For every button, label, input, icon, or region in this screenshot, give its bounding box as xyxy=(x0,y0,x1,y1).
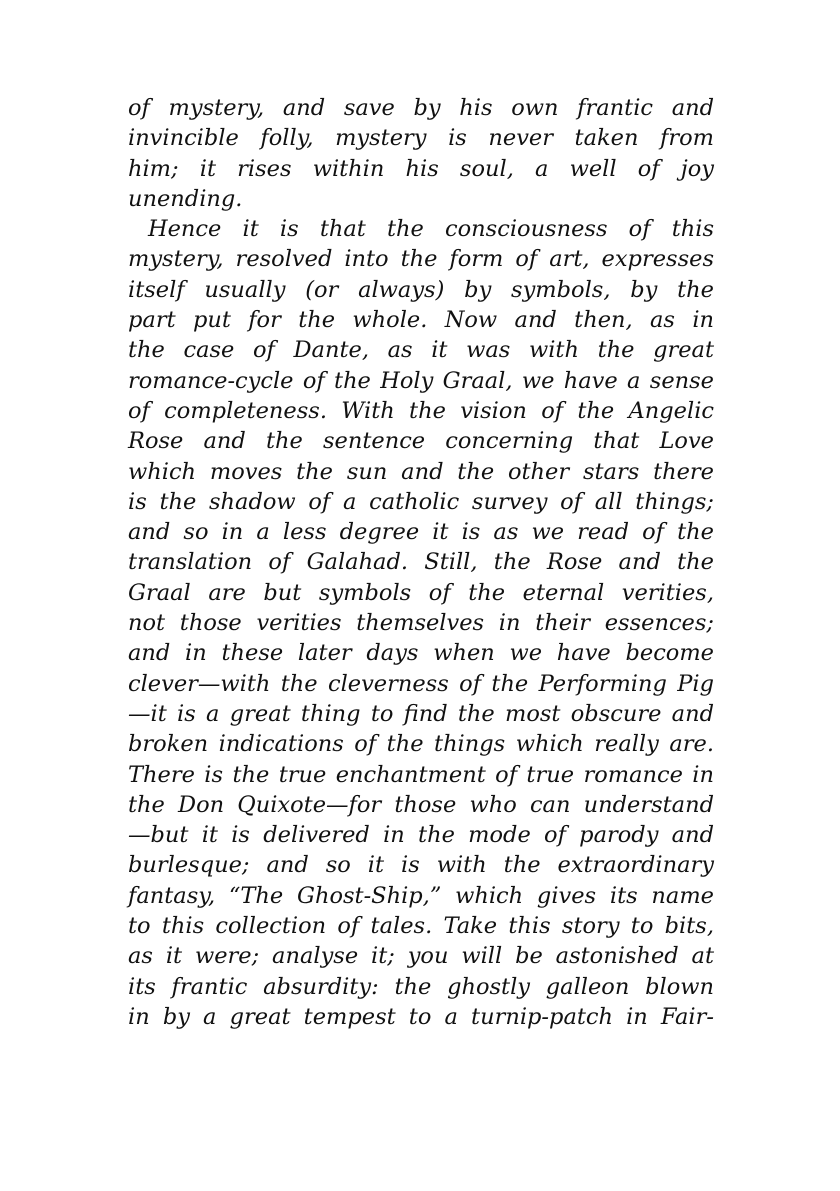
text-line: as it were; analyse it; you will be astonished at xyxy=(128,943,714,970)
text-line: invincible folly, mystery is never taken from xyxy=(128,125,714,152)
text-line: There is the true enchantment of true romance in xyxy=(128,761,714,788)
text-line: romance-cycle of the Holy Graal, we have a sense xyxy=(128,367,714,394)
text-line: not those verities themselves in their essences; xyxy=(128,610,714,637)
text-line: unending. xyxy=(128,185,243,212)
text-line: him; it rises within his soul, a well of joy xyxy=(128,155,714,182)
text-line: part put for the whole. Now and then, as in xyxy=(128,307,714,334)
text-line: mystery, resolved into the form of art, expresses xyxy=(128,246,714,273)
text-line: fantasy, “The Ghost-Ship,” which gives its name xyxy=(128,882,714,909)
paragraph-first-line: Hence it is that the consciousness of this xyxy=(148,216,714,243)
text-line: translation of Galahad. Still, the Rose and the xyxy=(128,549,714,576)
page-text xyxy=(128,93,714,1032)
text-line: broken indications of the things which really are. xyxy=(128,731,714,758)
text-line: —it is a great thing to find the most obscure and xyxy=(128,700,714,727)
text-line: Graal are but symbols of the eternal verities, xyxy=(128,579,714,606)
text-line: to this collection of tales. Take this story to bits, xyxy=(128,913,714,940)
text-line: is the shadow of a catholic survey of all things; xyxy=(128,488,714,515)
text-line: the case of Dante, as it was with the great xyxy=(128,337,714,364)
text-line: clever—with the cleverness of the Performing Pig xyxy=(128,670,714,697)
text-line: —but it is delivered in the mode of parody and xyxy=(128,822,714,849)
text-line: its frantic absurdity: the ghostly galleon blown xyxy=(128,973,714,1000)
text-line: itself usually (or always) by symbols, by the xyxy=(128,276,714,303)
text-line: of completeness. With the vision of the Angelic xyxy=(128,397,714,424)
text-line: burlesque; and so it is with the extraordinary xyxy=(128,852,714,879)
text-line: Rose and the sentence concerning that Love xyxy=(128,428,714,455)
text-line: and in these later days when we have become xyxy=(128,640,714,667)
text-line: of mystery, and save by his own frantic and xyxy=(128,95,714,121)
text-line: in by a great tempest to a turnip-patch in Fair- xyxy=(128,1003,714,1030)
text-line: and so in a less degree it is as we read of the xyxy=(128,519,714,546)
text-line: which moves the sun and the other stars there xyxy=(128,458,714,485)
text-line: the Don Quixote—for those who can understand xyxy=(128,791,714,818)
